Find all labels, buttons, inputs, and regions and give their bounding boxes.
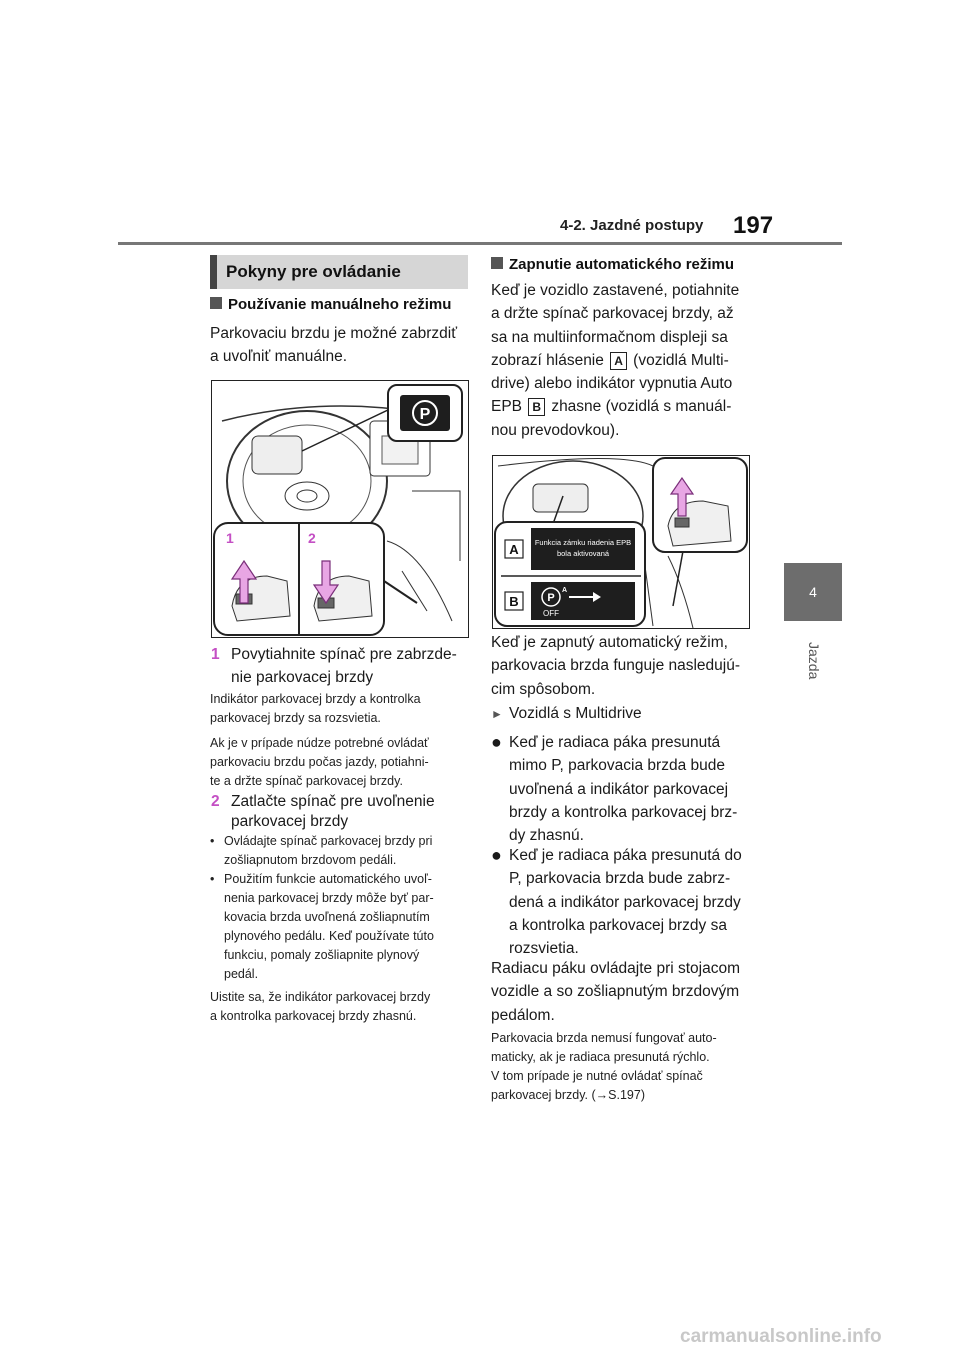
text-line: plynového pedálu. Keď používate túto <box>224 929 434 943</box>
figure-label-2: 2 <box>308 530 316 546</box>
text-line: Uistite sa, že indikátor parkovacej brzdy <box>210 990 431 1004</box>
figure-label-b: B <box>509 594 519 609</box>
text-line: a kontrolka parkovacej brzdy sa <box>509 916 727 934</box>
svg-text:P: P <box>547 592 555 604</box>
section-title: 4-2. Jazdné postupy <box>560 217 704 234</box>
text-line: a uvoľniť manuálne. <box>210 348 348 365</box>
triangle-bullet-icon: ► <box>491 707 503 721</box>
text-line: brzdy a kontrolka parkovacej brz- <box>509 803 738 821</box>
text-line: parkovacia brzda funguje nasledujú- <box>491 657 741 675</box>
auto-mode-paragraph <box>491 631 740 701</box>
display-message-line-2: bola aktivovaná <box>556 549 610 558</box>
text-line: V tom prípade je nutné ovládať spínač <box>491 1069 703 1083</box>
step-2-number: 2 <box>211 793 220 810</box>
text-line: a kontrolka parkovacej brzdy zhasnú. <box>210 1009 417 1023</box>
subheading-manual-text: Používanie manuálneho režimu <box>228 296 452 313</box>
note-2 <box>210 734 429 791</box>
subheading-auto-text: Zapnutie automatického režimu <box>509 256 735 273</box>
chapter-label: Jazda <box>806 642 822 680</box>
text-line: Ovládajte spínač parkovacej brzdy pri <box>224 834 433 848</box>
list-item <box>491 731 737 847</box>
text-line: Keď je radiaca páka presunutá do <box>509 847 742 864</box>
text-line: Keď je zapnutý automatický režim, <box>491 634 728 651</box>
page-number: 197 <box>733 212 774 239</box>
square-bullet-icon <box>210 297 222 309</box>
text-line: parkovaciu brzdu počas jazdy, potiahni- <box>210 755 429 769</box>
text-line: drive) alebo indikátor vypnutia Auto <box>491 375 733 393</box>
list-item <box>210 870 472 984</box>
vehicle-type-item <box>491 702 642 726</box>
text-line: sa na multiinformačnom displeji sa <box>491 328 728 346</box>
page-reference-link[interactable]: parkovacej brzdy. (→S.197) <box>491 1088 645 1102</box>
auto-mode-figure <box>492 455 750 629</box>
lever-paragraph <box>491 957 740 1027</box>
bullet-dot-icon: ● <box>491 845 502 865</box>
text-line: Zatlačte spínač pre uvoľnenie <box>231 793 435 810</box>
intro-paragraph <box>210 322 457 368</box>
text-line: Keď je vozidlo zastavené, potiahnite <box>491 282 740 299</box>
auto-note <box>491 1029 717 1105</box>
bullet-dot-icon: ● <box>491 732 502 752</box>
figure-label-1: 1 <box>226 530 234 546</box>
figure-label-a: A <box>509 542 519 557</box>
label-b-box: B <box>528 398 545 416</box>
text-line: funkciu, pomaly zošliapnite plynový <box>224 948 420 962</box>
text-line: zobrazí hlásenie A (vozidlá Multi- <box>491 351 729 369</box>
parking-brake-figure <box>211 380 469 638</box>
subheading-manual <box>210 296 451 313</box>
final-note <box>210 988 430 1026</box>
text-line: Ak je v prípade núdze potrebné ovládať <box>210 736 429 750</box>
note-1 <box>210 690 421 728</box>
text-line: dená a indikátor parkovacej brzdy <box>509 893 741 911</box>
bullet-dot-icon: • <box>210 834 215 848</box>
chapter-tab[interactable]: 4 <box>784 563 842 621</box>
display-message-line-1: Funkcia zámku riadenia EPB <box>534 538 632 547</box>
list-item <box>210 832 472 870</box>
text-line: nie parkovacej brzdy <box>231 669 374 686</box>
step-1-number: 1 <box>211 646 220 663</box>
step-1 <box>211 643 457 689</box>
text-line: Vozidlá s Multidrive <box>509 705 642 722</box>
text-line: parkovacej brzdy sa rozsvietia. <box>210 711 381 725</box>
label-a-box: A <box>610 352 627 370</box>
p-letter-icon: P <box>419 406 431 423</box>
step-2 <box>211 792 435 832</box>
text-line: parkovacej brzdy <box>231 813 349 830</box>
text-line: maticky, ak je radiaca presunutá rýchlo. <box>491 1050 710 1064</box>
text-line: Použitím funkcie automatického uvoľ- <box>224 872 432 886</box>
auto-paragraph <box>491 279 739 442</box>
text-line: Radiacu páku ovládajte pri stojacom <box>491 960 740 977</box>
text-line: cim spôsobom. <box>491 680 596 698</box>
bullet-dot-icon: • <box>210 872 215 886</box>
section-heading: Pokyny pre ovládanie <box>210 255 468 289</box>
text-line: pedálom. <box>491 1006 555 1024</box>
text-line: uvoľnená a indikátor parkovacej <box>509 780 729 798</box>
text-line: nou prevodovkou). <box>491 421 620 439</box>
text-line: Keď je radiaca páka presunutá <box>509 734 721 751</box>
text-line: kovacia brzda uvoľnená zošliapnutím <box>224 910 430 924</box>
text-line: Indikátor parkovacej brzdy a kontrolka <box>210 692 421 706</box>
bullet-list <box>210 832 472 984</box>
text-line: rozsvietia. <box>509 940 579 958</box>
text-line: Parkovacia brzda nemusí fungovať auto- <box>491 1031 717 1045</box>
text-line: Povytiahnite spínač pre zabrzde- <box>231 646 457 663</box>
svg-text:A: A <box>562 587 568 594</box>
text-line: te a držte spínač parkovacej brzdy. <box>210 774 403 788</box>
header-rule <box>118 242 842 245</box>
text-line: EPB B zhasne (vozidlá s manuál- <box>491 398 732 416</box>
text-line: zošliapnutom brzdovom pedáli. <box>224 853 397 867</box>
square-bullet-icon <box>491 257 503 269</box>
watermark: carmanualsonline.info <box>680 1326 882 1347</box>
text-line: Parkovaciu brzdu je možné zabrzdiť <box>210 325 458 342</box>
subheading-auto <box>491 256 734 273</box>
text-line: mimo P, parkovacia brzda bude <box>509 757 725 775</box>
text-line: a držte spínač parkovacej brzdy, až <box>491 305 734 323</box>
text-line: vozidle a so zošliapnutým brzdovým <box>491 983 740 1001</box>
text-line: dy zhasnú. <box>509 827 584 845</box>
text-line: nenia parkovacej brzdy môže byť par- <box>224 891 434 905</box>
text-line: pedál. <box>224 967 259 981</box>
svg-text:OFF: OFF <box>543 609 559 618</box>
text-line: P, parkovacia brzda bude zabrz- <box>509 870 731 888</box>
list-item <box>491 844 742 960</box>
